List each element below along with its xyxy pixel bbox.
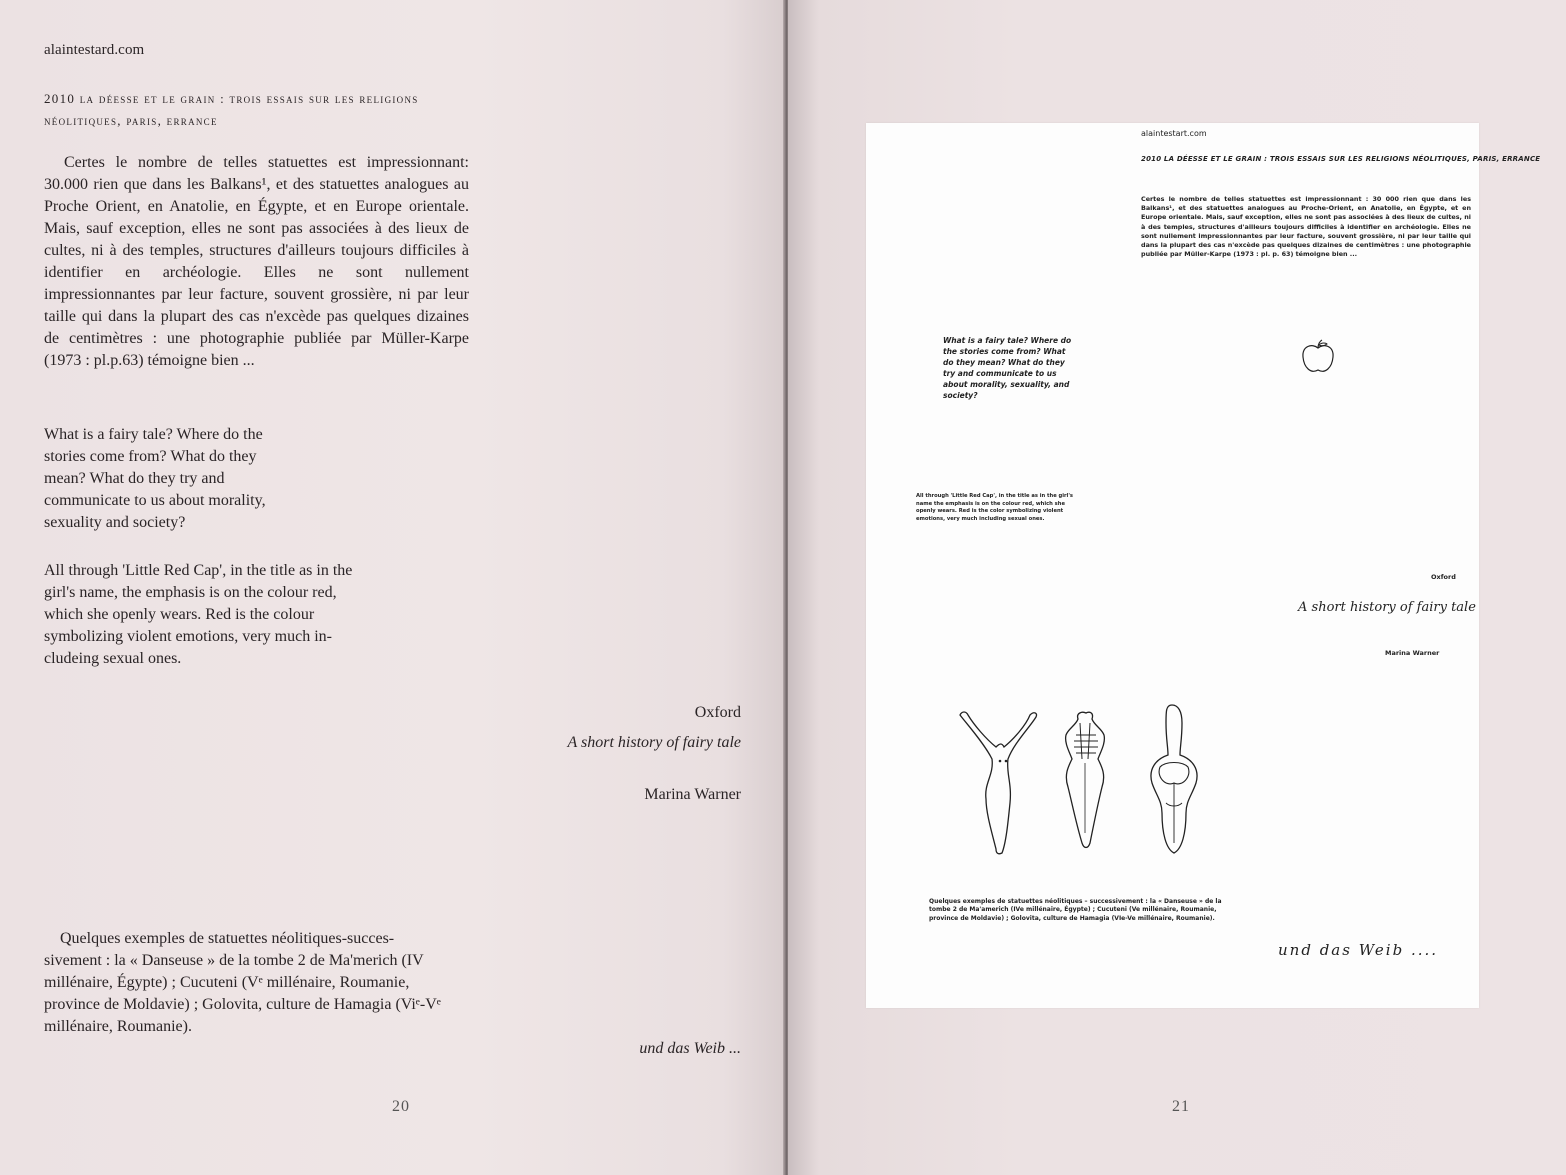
- book-heading: 2010 la déesse et le grain : trois essais sur les religions néolitiques, paris, errance: [44, 91, 419, 128]
- red-cap-paragraph: All through 'Little Red Cap', in the title as in the girl's name, the emphasis is on the colour red, which she openly wears. Red is the colour symbolizing violent emotions, very much in-cludeing sexual ones.: [44, 562, 353, 667]
- french-paragraph: Certes le nombre de telles statuettes est impressionnant: 30.000 rien que dans les Balkans¹, et des statuettes analogues au Proche Orient, en Anatolie, en Égypte, et en Europe orientale. Mais, sauf exception, elles ne sont pas associées à des lieux de cultes, ni à des temples, structures d'ailleurs toujours difficiles à identifier en archéologie. Elles ne sont nullement impressionnantes par leur facture, souvent grossière, ni par leur taille qui dans la plupart des cas n'excède pas quelques dizaines de centimètres : une photographie publiée par Müller-Karpe (1973 : pl.p.63) témoigne bien ...: [44, 154, 469, 369]
- page-number: 20: [392, 1098, 410, 1115]
- apple-icon: [1298, 338, 1338, 378]
- sheet-author: Marina Warner: [1385, 649, 1440, 657]
- page-number: 21: [1172, 1098, 1190, 1115]
- site-url: alaintestard.com: [44, 42, 145, 58]
- golovita-figurine-icon: [1151, 705, 1197, 853]
- right-page: [788, 0, 1566, 1175]
- statuettes-caption: Quelques exemples de statuettes néolitiques-succes-sivement : la « Danseuse » de la tombe 2 de Ma'merich (IV millénaire, Égypte) ; Cucuteni (Vᵉ millénaire, Roumanie, province de Moldavie) ; Golovita, culture de Hamagia (Viᵉ-Vᵉ millénaire, Roumanie).: [44, 930, 441, 1035]
- sheet-fairy-tale-question: What is a fairy tale? Where do the stories come from? What do they mean? What do they try and communicate to us about morality, sexuality, and society?: [943, 336, 1072, 400]
- fairy-tale-question: What is a fairy tale? Where do the stories come from? What do they mean? What do they try and communicate to us about morality, sexuality and society?: [44, 426, 266, 531]
- sheet-red-cap-paragraph: All through 'Little Red Cap', in the title as in the girl's name the emphasis is on the colour red, which she openly wears. Red is the color symbolizing violent emotions, very much including sexual ones.: [916, 493, 1074, 522]
- dancer-figurine-icon: [960, 712, 1037, 854]
- book-title: A short history of fairy tale: [567, 734, 741, 751]
- sheet-und-das-weib: und das Weib ....: [1278, 941, 1439, 959]
- publisher-oxford: Oxford: [694, 704, 741, 721]
- sheet-caption: Quelques exemples de statuettes néolitiques – successivement : la « Danseuse » de la tombe 2 de Ma'americh (IVe millénaire, Égypte) ; Cucuteni (Ve millénaire, Roumanie, province de Moldavie) ; Golovita, culture de Hamagia (VIe-Ve millénaire, Roumanie).: [929, 898, 1222, 922]
- author-name: Marina Warner: [644, 786, 741, 803]
- sheet-site-url: alaintestart.com: [1141, 129, 1207, 138]
- sheet-heading: 2010 LA DÉESSE ET LE GRAIN : TROIS ESSAIS SUR LES RELIGIONS NÉOLITIQUES, PARIS, ERRANCE: [1141, 155, 1541, 163]
- figurines-drawing: [956, 703, 1256, 863]
- sheet-book-title: A short history of fairy tale: [1298, 600, 1476, 615]
- handwritten-sheet: [866, 123, 1541, 1008]
- sheet-french-paragraph: Certes le nombre de telles statuettes est impressionnant : 30 000 rien que dans les Balkans¹, et des statuettes analogues au Proche-Orient, en Anatolie, en Égypte, et en Europe orientale. Mais, sauf exception, elles ne sont pas associées à des lieux de cultes, ni à des temples, structures d'ailleurs toujours difficiles à identifier en archéologie. Elles ne sont nullement impressionnantes par leur facture, souvent grossière, ni par leur taille qui dans la plupart des cas n'excède pas quelques dizaines de centimètres : une photographie publiée par Müller-Karpe (1973 : pl. p. 63) témoigne bien ...: [1141, 195, 1471, 259]
- sheet-oxford: Oxford: [1431, 573, 1456, 581]
- und-das-weib: und das Weib ...: [639, 1040, 741, 1057]
- cucuteni-figurine-icon: [1066, 712, 1105, 847]
